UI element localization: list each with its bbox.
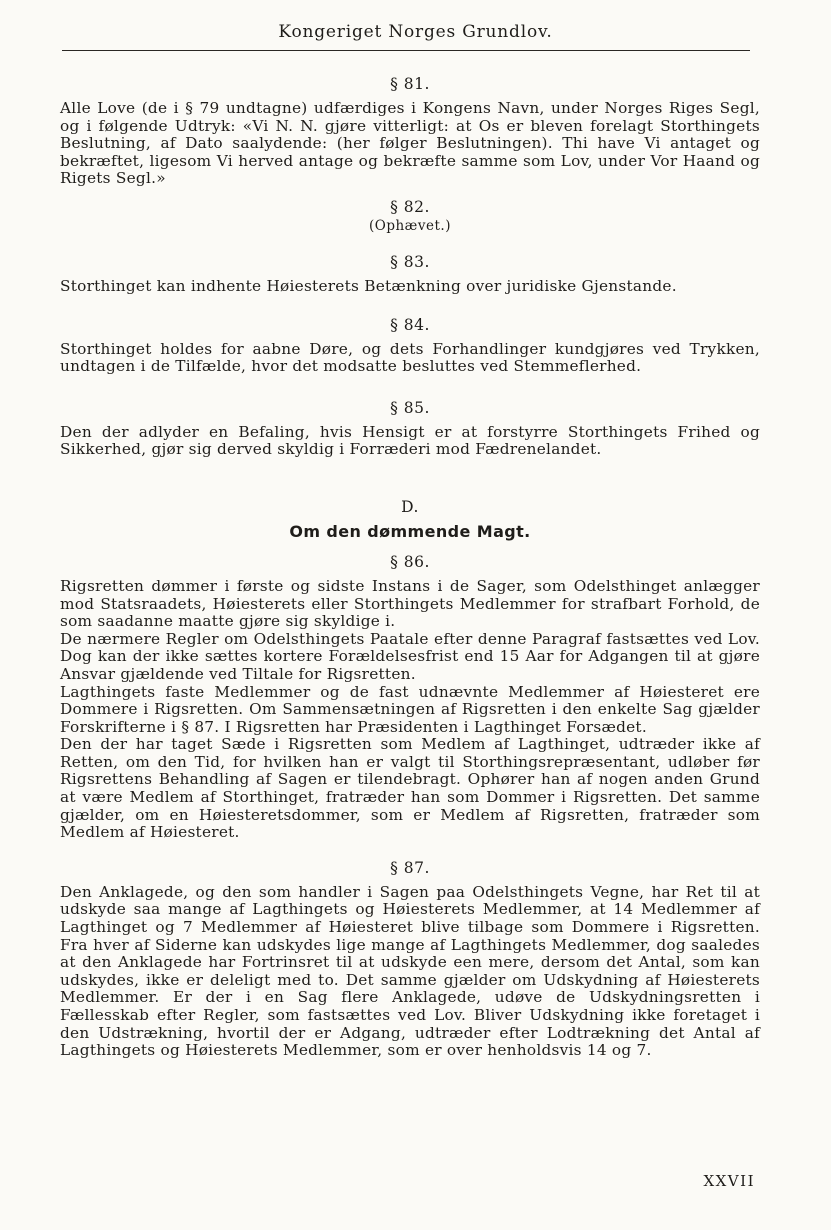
part-title: Om den dømmende Magt. <box>289 521 531 541</box>
page-body <box>60 72 760 1060</box>
section-81-number: § 81. <box>390 75 430 93</box>
section-83-number: § 83. <box>390 252 430 271</box>
section-85-text: Den der adlyder en Befaling, hvis Hensigt er at forstyrre Storthingets Frihed og Sikkerhed, gjør sig derved skyldig i Forræderi mod Fædrenelandet. <box>60 422 760 459</box>
page-folio: XXVII <box>703 1172 755 1190</box>
section-87-text: Den Anklagede, og den som handler i Sagen paa Odelsthingets Vegne, har Ret til at udskyde saa mange af Lagthingets og Høiesterets Medlemmer, at 14 Medlemmer af Lagthinget og 7 Medlemmer af Høiesteret blive tilbage som Dommere i Rigsretten. Fra hver af Siderne kan udskydes lige mange af Lagthingets Medlemmer, dog saaledes at den Anklagede har Fortrinsret til at udskyde een mere, dersom det Antal, som kan udskydes, ikke er deleligt med to. Det samme gjælder om Udskydning af Høiesterets Medlemmer. Er der i en Sag flere Anklagede, udøve de Udskydningsretten i Fællesskab efter Regler, som fastsættes ved Lov. Bliver Udskydning ikke foretaget i den Udstrækning, hvortil der er Adgang, udtræder efter Lodtrækning det Antal af Lagthingets og Høiesterets Medlemmer, som er over henholdsvis 14 og 7. <box>60 882 760 1060</box>
section-86-number: § 86. <box>390 552 430 571</box>
section-86-paragraph-2: De nærmere Regler om Odelsthingets Paatale efter denne Paragraf fastsættes ved Lov. Dog kan der ikke sættes kortere Forældelsesfrist end 15 Aar for Adgangen til at gjøre Ansvar gjældende ved Tiltale for Rigsretten. <box>60 629 760 683</box>
part-letter: D. <box>401 497 419 516</box>
section-86-paragraph-1: Rigsretten dømmer i første og sidste Instans i de Sager, som Odelsthinget anlægger mod Statsraadets, Høiesterets eller Storthingets Medlemmer for strafbart Forhold, de som saadanne maatte gjøre sig skyldige i. <box>60 576 760 631</box>
section-84-number: § 84. <box>390 315 430 334</box>
section-85-number: § 85. <box>390 398 430 417</box>
running-head: Kongeriget Norges Grundlov. <box>278 22 553 42</box>
section-87-number: § 87. <box>390 858 430 877</box>
section-81-text: Alle Love (de i § 79 undtagne) udfærdiges i Kongens Navn, under Norges Riges Segl, og i følgende Udtryk: «Vi N. N. gjøre vitterligt: at Os er bleven forelagt Storthingets Beslutning, af Dato saalydende: (her følger Beslutningen). Thi have Vi antaget og bekræftet, ligesom Vi herved antage og bekræfte samme som Lov, under Vor Haand og Rigets Segl.» <box>60 99 760 188</box>
section-82-note: (Ophævet.) <box>369 217 451 234</box>
section-84-text: Storthinget holdes for aabne Døre, og dets Forhandlinger kundgjøres ved Trykken, undtagen i de Tilfælde, hvor det modsatte besluttes ved Stemmeflerhed. <box>60 339 760 376</box>
section-86-paragraph-4: Den der har taget Sæde i Rigsretten som Medlem af Lagthinget, udtræder ikke af Retten, om den Tid, for hvilken han er valgt til Storthingsrepræsentant, udløber før Rigsrettens Behandling af Sagen er tilendebragt. Ophører han af nogen anden Grund at være Medlem af Storthinget, fratræder han som Dommer i Rigsretten. Det samme gjælder, om en Høiesteretsdommer, som er Medlem af Rigsretten, fratræder som Medlem af Høiesteret. <box>60 735 760 842</box>
section-83-text: Storthinget kan indhente Høiesterets Betænkning over juridiske Gjenstande. <box>60 276 677 295</box>
section-82-number: § 82. <box>390 197 430 216</box>
section-86-paragraph-3: Lagthingets faste Medlemmer og de fast udnævnte Medlemmer af Høiesteret ere Dommere i Rigsretten. Om Sammensætningen af Rigsretten i den enkelte Sag gjælder Forskrifterne i § 87. I Rigsretten har Præsidenten i Lagthinget Forsædet. <box>60 682 760 736</box>
header-rule <box>62 50 750 51</box>
